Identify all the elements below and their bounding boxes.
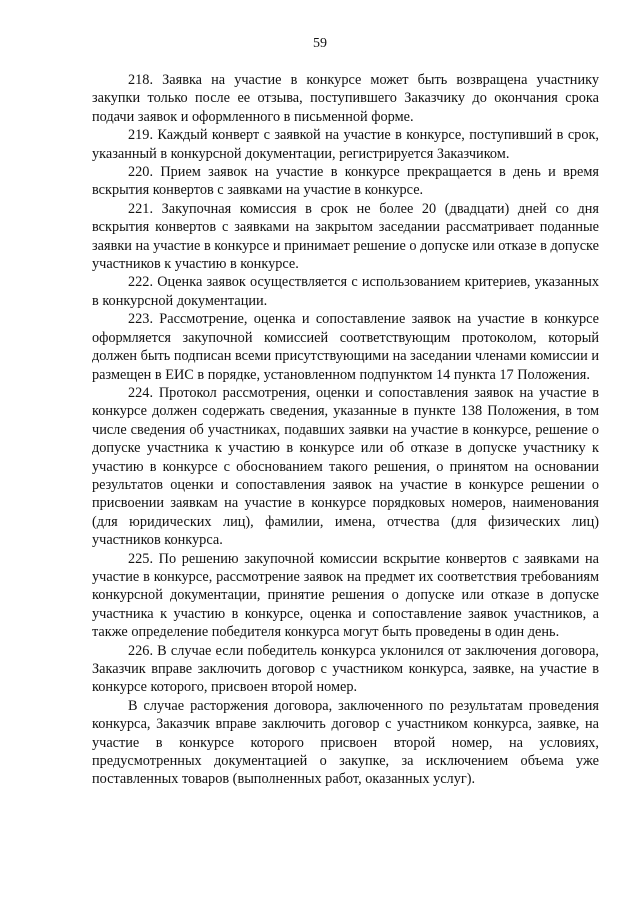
paragraph-223: 223. Рассмотрение, оценка и сопоставление заявок на участие в конкурсе оформляется закупочной комиссией соответствующим протоколом, который должен быть подписан всеми присутствующими на заседании членами комиссии и размещен в ЕИС в порядке, установленном подпунктом 14 пункта 17 Положения. [92, 311, 599, 383]
paragraph-225: 225. По решению закупочной комиссии вскрытие конвертов с заявками на участие в конкурсе, рассмотрение заявок на предмет их соответствия требованиям конкурсной документации, принятие решения о допуске или отказе в допуске участника к участию в конкурсе, оценка и сопоставление заявок участников, а также определение победителя конкурса могут быть проведены в один день. [92, 550, 599, 641]
paragraph-221: 221. Закупочная комиссия в срок не более 20 (двадцати) дней со дня вскрытия конвертов с заявками на закрытом заседании рассматривает поданные заявки на участие в конкурсе и принимает решение о допуске или отказе в допуске участников к участию в конкурсе. [92, 200, 599, 273]
page-content [92, 71, 599, 789]
paragraph-218: 218. Заявка на участие в конкурсе может быть возвращена участнику закупки только после ее отзыва, поступившего Заказчику до окончания срока подачи заявок и оформленного в письменной форме. [92, 72, 599, 125]
paragraph-219: 219. Каждый конверт с заявкой на участие в конкурсе, поступивший в срок, указанный в конкурсной документации, регистрируется Заказчиком. [92, 127, 599, 162]
paragraph-224: 224. Протокол рассмотрения, оценки и сопоставления заявок на участие в конкурсе должен содержать сведения, указанные в пункте 138 Положения, в том числе сведения об участниках, подавших заявки на участие в конкурсе, решение о допуске участника к участию в конкурсе или об отказе в допуске участнику к участию в конкурсе с обоснованием такого решения, о принятом на основании результатов оценки и сопоставления заявок на участие в конкурсе решении о присвоении заявкам на участие в конкурсе порядковых номеров, наименования (для юридических лиц), фамилии, имена, отчества (для физических лиц) участников конкурса. [92, 384, 599, 549]
paragraph-222: 222. Оценка заявок осуществляется с использованием критериев, указанных в конкурсной документации. [92, 274, 599, 309]
paragraph-226-continuation: В случае расторжения договора, заключенного по результатам проведения конкурса, Заказчик вправе заключить договор с участником конкурса, заявке, на участие в конкурсе которого присвоен второй номер, на условиях, предусмотренных документацией о закупке, за исключением объема уже поставленных товаров (выполненных работ, оказанных услуг). [92, 697, 599, 788]
paragraph-226: 226. В случае если победитель конкурса уклонился от заключения договора, Заказчик вправе заключить договор с участником конкурса, заявке, на участие в конкурсе которого, присвоен второй номер. [92, 642, 599, 696]
page-number: 59 [313, 36, 327, 51]
paragraph-220: 220. Прием заявок на участие в конкурсе прекращается в день и время вскрытия конвертов с заявками на участие в конкурсе. [92, 164, 599, 199]
